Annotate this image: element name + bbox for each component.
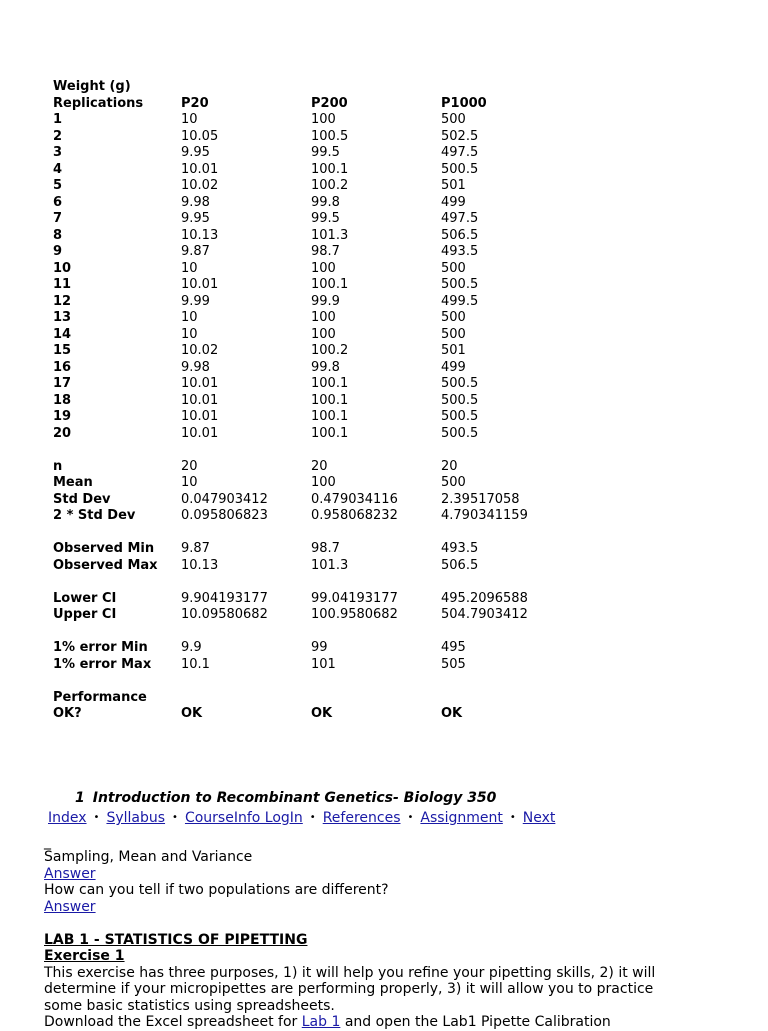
replication-number: 3 [53, 145, 63, 160]
statistic-value: 0.958068232 [311, 508, 398, 523]
page-number: 1 [75, 790, 85, 806]
weight-cell: 9.98 [181, 359, 210, 375]
weight-cell: 100.1 [311, 409, 349, 424]
statistic-value: 99 [311, 640, 328, 655]
statistic-value: 9.87 [181, 541, 210, 556]
statistic-row [53, 607, 571, 624]
statistic-label: n [53, 458, 63, 474]
weight-cell: 497.5 [441, 211, 479, 226]
performance-row [53, 706, 571, 723]
replication-row [53, 426, 571, 443]
replication-number: 9 [53, 244, 63, 259]
replication-rows [53, 112, 571, 442]
nav-courseinfo-login-link[interactable]: CourseInfo LogIn [184, 810, 303, 826]
weight-cell: 9.95 [181, 145, 210, 160]
statistic-value: 0.095806823 [181, 508, 268, 523]
replication-row [53, 343, 571, 360]
weight-cell: 10.01 [181, 376, 219, 391]
weight-cell: 500.5 [441, 409, 479, 424]
weight-cell: 99.9 [311, 293, 340, 309]
nav-separator: • [93, 812, 100, 823]
weight-cell: 10.13 [181, 227, 219, 243]
statistic-value: 506.5 [441, 557, 479, 573]
replication-number: 1 [53, 112, 63, 127]
replication-number: 10 [53, 260, 72, 276]
weight-cell: 101.3 [311, 227, 349, 243]
nav-index-link[interactable]: Index [48, 810, 87, 826]
replication-number: 17 [53, 376, 72, 391]
weight-cell: 499 [441, 194, 466, 210]
replication-number: 20 [53, 425, 72, 441]
statistic-row [53, 640, 571, 657]
statistic-row [53, 657, 571, 674]
statistic-value: 495.2096588 [441, 590, 528, 606]
weight-cell: 100.5 [311, 128, 349, 144]
statistic-row [53, 558, 571, 575]
course-nav [48, 810, 555, 826]
replication-number: 15 [53, 343, 72, 358]
replication-number: 5 [53, 178, 63, 193]
weight-cell: 98.7 [311, 244, 340, 259]
lab-content [44, 834, 684, 1031]
table-title: Weight (g) [53, 79, 131, 94]
weight-cell: 506.5 [441, 227, 479, 243]
replication-number: 13 [53, 310, 72, 325]
statistic-label: Std Dev [53, 491, 111, 507]
weight-cell: 500.5 [441, 161, 479, 177]
weight-cell: 100.1 [311, 392, 349, 408]
replication-row [53, 261, 571, 278]
replication-number: 16 [53, 359, 72, 375]
weight-cell: 100 [311, 260, 336, 276]
statistic-row [53, 508, 571, 525]
weight-cell: 100 [311, 310, 336, 325]
course-title: Introduction to Recombinant Genetics- Biology 350 [92, 790, 497, 806]
weight-cell: 500 [441, 310, 466, 325]
replication-number: 19 [53, 409, 72, 424]
statistic-row [53, 591, 571, 608]
stray-mark: _ [44, 834, 51, 850]
weight-cell: 100 [311, 326, 336, 342]
performance-label-ok: OK? [53, 706, 82, 721]
weight-cell: 10.01 [181, 409, 219, 424]
weight-cell: 99.5 [311, 145, 340, 160]
performance-label: Performance [53, 689, 147, 705]
lab-heading: LAB 1 - STATISTICS OF PIPETTING [44, 931, 308, 948]
weight-cell: 500.5 [441, 392, 479, 408]
statistic-value: 20 [311, 458, 328, 474]
statistic-label: Observed Min [53, 541, 155, 556]
weight-cell: 100.2 [311, 343, 349, 358]
statistic-value: 0.047903412 [181, 491, 268, 507]
weight-cell: 10 [181, 260, 198, 276]
replication-row [53, 393, 571, 410]
replication-row [53, 195, 571, 212]
table-title-row [53, 79, 571, 96]
nav-separator: • [407, 812, 414, 823]
replication-row [53, 294, 571, 311]
replication-row [53, 162, 571, 179]
statistic-value: 0.479034116 [311, 491, 398, 507]
weight-cell: 100.1 [311, 161, 349, 177]
nav-separator: • [309, 812, 316, 823]
replication-number: 8 [53, 227, 63, 243]
statistic-value: 10.13 [181, 557, 219, 573]
nav-assignment-link[interactable]: Assignment [420, 810, 503, 826]
statistic-label: Lower CI [53, 590, 117, 606]
weight-cell: 10.02 [181, 343, 219, 358]
weight-cell: 10.01 [181, 392, 219, 408]
weight-cell: 499.5 [441, 293, 479, 309]
replication-row [53, 327, 571, 344]
replication-row [53, 360, 571, 377]
course-header [75, 790, 496, 806]
weight-cell: 10 [181, 112, 198, 127]
statistic-value: 20 [181, 458, 198, 474]
weight-cell: 499 [441, 359, 466, 375]
statistic-value: 9.9 [181, 640, 202, 655]
statistic-row [53, 541, 571, 558]
question-populations: How can you tell if two populations are different? [44, 882, 389, 898]
replication-number: 7 [53, 211, 63, 226]
replication-number: 11 [53, 277, 72, 292]
statistic-value: 500 [441, 475, 466, 490]
weight-cell: 10.01 [181, 277, 219, 292]
question-sampling: Sampling, Mean and Variance [44, 849, 253, 865]
weight-cell: 502.5 [441, 128, 479, 144]
replication-number: 4 [53, 161, 63, 177]
nav-syllabus-link[interactable]: Syllabus [106, 810, 166, 826]
replication-number: 6 [53, 194, 63, 210]
replication-row [53, 277, 571, 294]
table-header-row [53, 96, 571, 113]
statistic-value: 505 [441, 656, 466, 672]
replication-number: 12 [53, 293, 72, 309]
weight-cell: 100.1 [311, 425, 349, 441]
weight-cell: 10.05 [181, 128, 219, 144]
replication-number: 14 [53, 326, 72, 342]
performance-p1000: OK [441, 706, 463, 721]
weight-cell: 9.87 [181, 244, 210, 259]
header-p20: P20 [181, 95, 209, 111]
statistic-value: 10.1 [181, 656, 210, 672]
header-replications: Replications [53, 95, 144, 111]
weight-cell: 9.95 [181, 211, 210, 226]
performance-p20: OK [181, 706, 203, 721]
statistic-value: 20 [441, 458, 458, 474]
download-paragraph [44, 1014, 684, 1031]
weight-cell: 10.01 [181, 425, 219, 441]
weight-cell: 500 [441, 112, 466, 127]
statistic-row [53, 459, 571, 476]
nav-separator: • [509, 812, 516, 823]
replication-row [53, 178, 571, 195]
statistic-value: 101 [311, 656, 336, 672]
download-text-post: and open the Lab1 Pipette Calibration [340, 1014, 611, 1030]
weight-cell: 100.1 [311, 376, 349, 391]
weight-cell: 100.2 [311, 178, 349, 193]
statistic-label: 2 * Std Dev [53, 508, 136, 523]
replication-row [53, 409, 571, 426]
statistic-label: 1% error Max [53, 656, 152, 672]
statistic-value: 100 [311, 475, 336, 490]
statistic-value: 10.09580682 [181, 607, 268, 622]
statistics-rows [53, 442, 571, 673]
weight-cell: 500 [441, 260, 466, 276]
replication-row [53, 211, 571, 228]
statistic-value: 2.39517058 [441, 491, 520, 507]
lab1-download-link[interactable]: Lab 1 [301, 1014, 341, 1030]
statistic-value: 9.904193177 [181, 590, 268, 606]
replication-number: 2 [53, 128, 63, 144]
exercise-heading: Exercise 1 [44, 948, 125, 964]
header-p200: P200 [311, 95, 348, 111]
performance-p200: OK [311, 706, 333, 721]
weight-cell: 99.8 [311, 359, 340, 375]
nav-references-link[interactable]: References [322, 810, 401, 826]
statistic-value: 98.7 [311, 541, 340, 556]
download-text-pre: Download the Excel spreadsheet for [44, 1014, 302, 1030]
weight-cell: 500.5 [441, 425, 479, 441]
weight-cell: 493.5 [441, 244, 479, 259]
statistic-value: 4.790341159 [441, 508, 528, 523]
replication-number: 18 [53, 392, 72, 408]
weight-cell: 100.1 [311, 277, 349, 292]
replication-row [53, 244, 571, 261]
weight-cell: 100 [311, 112, 336, 127]
weight-cell: 500.5 [441, 376, 479, 391]
replication-row [53, 376, 571, 393]
weight-cell: 99.5 [311, 211, 340, 226]
weight-cell: 10 [181, 326, 198, 342]
answer-link-2[interactable]: Answer [44, 898, 96, 915]
statistic-label: Observed Max [53, 557, 158, 573]
header-p1000: P1000 [441, 95, 487, 111]
answer-link-1[interactable]: Answer [44, 865, 96, 882]
weight-cell: 10.01 [181, 161, 219, 177]
performance-row-label [53, 690, 571, 707]
weight-cell: 9.99 [181, 293, 210, 309]
weight-cell: 501 [441, 343, 466, 358]
statistic-value: 495 [441, 640, 466, 655]
weight-cell: 99.8 [311, 194, 340, 210]
statistic-label: Mean [53, 475, 93, 490]
weight-cell: 501 [441, 178, 466, 193]
statistic-value: 99.04193177 [311, 590, 398, 606]
statistic-value: 504.7903412 [441, 607, 528, 622]
statistic-row [53, 475, 571, 492]
weight-cell: 500 [441, 326, 466, 342]
weight-cell: 10 [181, 310, 198, 325]
statistic-label: Upper CI [53, 607, 117, 622]
statistic-row [53, 492, 571, 509]
weight-cell: 9.98 [181, 194, 210, 210]
replication-row [53, 112, 571, 129]
weight-cell: 500.5 [441, 277, 479, 292]
nav-separator: • [172, 812, 178, 823]
statistic-value: 493.5 [441, 541, 479, 556]
statistic-value: 101.3 [311, 557, 349, 573]
replication-row [53, 129, 571, 146]
statistic-value: 10 [181, 475, 198, 490]
statistic-value: 100.9580682 [311, 607, 398, 622]
weight-cell: 497.5 [441, 145, 479, 160]
weight-cell: 10.02 [181, 178, 219, 193]
exercise-paragraph: This exercise has three purposes, 1) it will help you refine your pipetting skills, 2) it will determine if your micropipettes are performing properly, 3) it will allow you to practice some basic statistics using spreadsheets. [44, 964, 656, 1014]
weight-table [53, 79, 571, 723]
replication-row [53, 228, 571, 245]
nav-next-link[interactable]: Next [522, 810, 556, 826]
replication-row [53, 310, 571, 327]
statistic-label: 1% error Min [53, 640, 148, 655]
replication-row [53, 145, 571, 162]
